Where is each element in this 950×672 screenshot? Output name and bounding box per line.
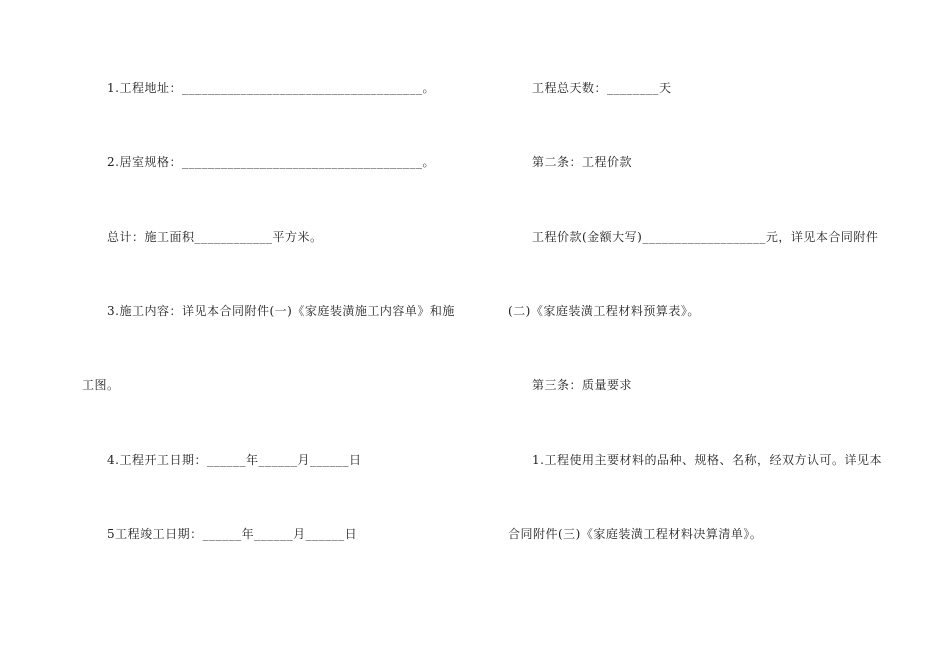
article-two-heading: 第二条：工程价款 xyxy=(532,155,633,169)
materials-cont-line: 合同附件(三)《家庭装潢工程材料决算清单》。 xyxy=(508,527,763,541)
article-three-heading: 第三条：质量要求 xyxy=(532,378,633,392)
materials-line: 1.工程使用主要材料的品种、规格、名称，经双方认可。详见本 xyxy=(532,453,882,467)
construction-content-cont-line: 工图。 xyxy=(82,378,120,392)
total-area-line: 总计：施工面积____________平方米。 xyxy=(107,230,323,244)
price-cont-line: (二)《家庭装潢工程材料预算表》。 xyxy=(508,304,700,318)
room-spec-line: 2.居室规格：_____________________________________。 xyxy=(107,155,435,169)
price-line: 工程价款(金额大写)___________________元，详见本合同附件 xyxy=(532,230,879,244)
end-date-line: 5工程竣工日期：______年______月______日 xyxy=(107,527,358,541)
address-line: 1.工程地址：_____________________________________。 xyxy=(107,81,435,95)
construction-content-line: 3.施工内容：详见本合同附件(一)《家庭装潢施工内容单》和施 xyxy=(107,304,455,318)
start-date-line: 4.工程开工日期：______年______月______日 xyxy=(107,453,362,467)
total-days-line: 工程总天数：________天 xyxy=(532,81,672,95)
